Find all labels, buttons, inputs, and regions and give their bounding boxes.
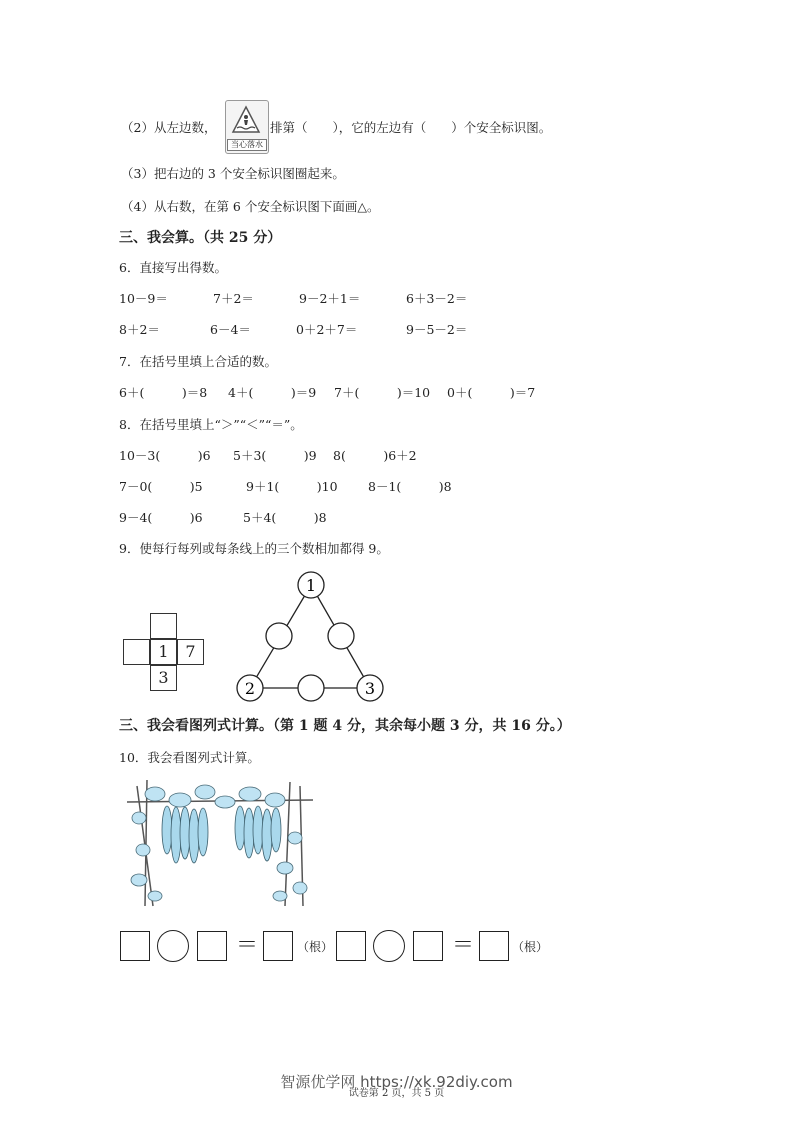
triangle-label-top: 1 — [305, 576, 317, 595]
answer-box[interactable] — [263, 931, 293, 961]
number-triangle — [230, 568, 390, 708]
q8-title: 8．在括号里填上“＞”“＜”“＝”。 — [119, 417, 303, 432]
drowning-warning-icon — [231, 105, 261, 135]
q8-item: 5＋3( )9 — [233, 448, 317, 463]
fall-into-water-sign — [225, 100, 269, 154]
q8-item: 7－0( )5 — [119, 479, 203, 494]
q8-item: 9－4( )6 — [119, 510, 203, 525]
unit-label: （根） — [297, 940, 334, 954]
answer-box[interactable] — [197, 931, 227, 961]
q6-item: 0＋2＋7＝ — [296, 322, 358, 337]
q7-title: 7．在括号里填上合适的数。 — [119, 354, 277, 369]
q6-item: 9－2＋1＝ — [299, 291, 361, 306]
q7-item: 6＋( )＝8 — [119, 385, 208, 400]
q7-item: 4＋( )＝9 — [228, 385, 317, 400]
q2-text-part1: （2）从左边数， — [121, 120, 217, 135]
page-footer: 试卷第 2 页，共 5 页 — [348, 1088, 445, 1099]
sign-caption: 当心落水 — [227, 139, 267, 151]
q8-item: 9＋1( )10 — [246, 479, 338, 494]
equals-sign: ＝ — [452, 933, 475, 958]
q6-item: 6－4＝ — [210, 322, 251, 337]
q6-item: 10－9＝ — [119, 291, 168, 306]
q10-title: 10．我会看图列式计算。 — [119, 750, 260, 765]
triangle-node-bottom-mid — [298, 675, 324, 701]
grid-cell-bottom: 3 — [150, 665, 177, 691]
watermark: 智源优学网 https://xk.92diy.com — [280, 1073, 513, 1091]
grid-cell-top[interactable] — [150, 613, 177, 639]
operator-circle[interactable] — [373, 930, 405, 962]
q6-item: 7＋2＝ — [213, 291, 254, 306]
equals-sign: ＝ — [236, 933, 259, 958]
q6-item: 9－5－2＝ — [406, 322, 468, 337]
answer-box[interactable] — [120, 931, 150, 961]
q3-text: （3）把右边的 3 个安全标识图圈起来。 — [121, 166, 345, 181]
triangle-node-right-mid — [328, 623, 354, 649]
section4-title: 三、我会看图列式计算。（第 1 题 4 分，其余每小题 3 分，共 16 分。） — [119, 718, 571, 734]
grid-cell-center: 1 — [150, 639, 177, 665]
answer-box[interactable] — [336, 931, 366, 961]
answer-box[interactable] — [479, 931, 509, 961]
loofah-trellis-illustration — [125, 778, 315, 908]
section3-title: 三、我会算。（共 25 分） — [119, 230, 282, 246]
q6-item: 6＋3－2＝ — [406, 291, 468, 306]
answer-box[interactable] — [413, 931, 443, 961]
q7-item: 7＋( )＝10 — [334, 385, 431, 400]
q8-item: 8－1( )8 — [368, 479, 452, 494]
grid-cell-right: 7 — [177, 639, 204, 665]
triangle-label-bottom-right: 3 — [364, 679, 376, 698]
q6-title: 6．直接写出得数。 — [119, 260, 227, 275]
q6-item: 8＋2＝ — [119, 322, 160, 337]
q8-item: 5＋4( )8 — [243, 510, 327, 525]
operator-circle[interactable] — [157, 930, 189, 962]
triangle-node-left-mid — [266, 623, 292, 649]
q7-item: 0＋( )＝7 — [447, 385, 536, 400]
triangle-label-bottom-left: 2 — [244, 679, 256, 698]
q9-title: 9．使每行每列或每条线上的三个数相加都得 9。 — [119, 541, 389, 556]
q8-item: 8( )6＋2 — [333, 448, 417, 463]
unit-label: （根） — [512, 940, 549, 954]
q4-text: （4）从右数，在第 6 个安全标识图下面画△。 — [121, 199, 380, 214]
q8-item: 10－3( )6 — [119, 448, 211, 463]
q2-text-part2: 排第（ ），它的左边有（ ）个安全标识图。 — [270, 120, 552, 135]
grid-cell-left[interactable] — [123, 639, 150, 665]
